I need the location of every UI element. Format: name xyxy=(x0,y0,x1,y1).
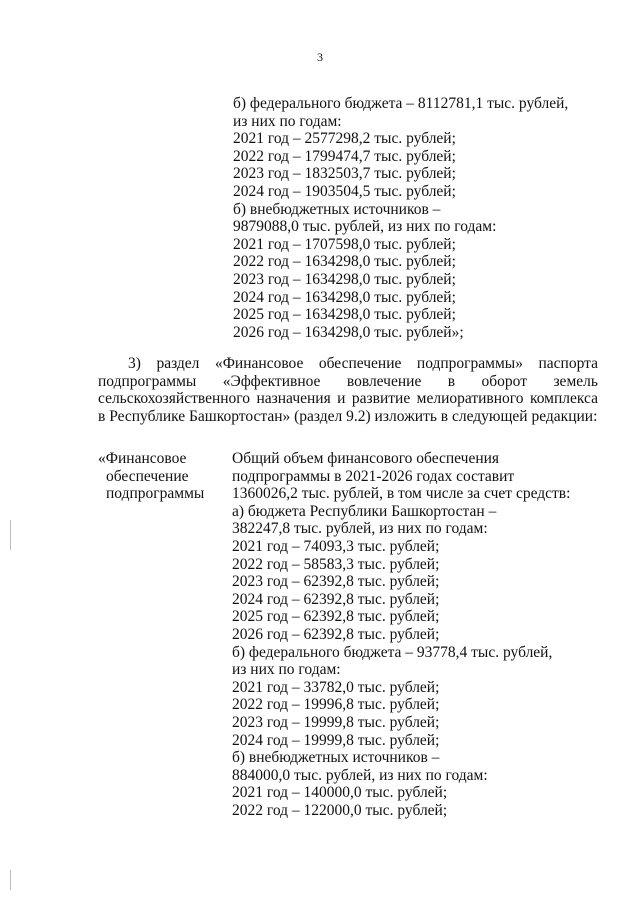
text-line: 2022 год – 19996,8 тыс. рублей; xyxy=(232,696,440,714)
text-line: 2022 год – 58583,3 тыс. рублей; xyxy=(232,555,440,573)
paragraph-word: раздел xyxy=(156,355,200,372)
text-line: б) федерального бюджета – 93778,4 тыс. рублей, xyxy=(232,643,553,661)
text-line: 9879088,0 тыс. рублей, из них по годам: xyxy=(233,218,497,236)
paragraph-word: в Республике Башкортостан» (раздел 9.2) изложить в следующей редакции: xyxy=(98,407,598,425)
paragraph-line xyxy=(98,373,598,391)
paragraph-word: подпрограммы» xyxy=(416,355,523,372)
text-line: 2021 год – 74093,3 тыс. рублей; xyxy=(232,537,440,555)
paragraph-word: в xyxy=(447,372,456,390)
label-line: подпрограммы xyxy=(106,485,205,503)
text-line: 2023 год – 1832503,7 тыс. рублей; xyxy=(233,165,456,183)
paragraph-word: назначения xyxy=(256,390,331,408)
paragraph-word: земель xyxy=(553,372,598,390)
text-line: 2022 год – 1799474,7 тыс. рублей; xyxy=(233,147,456,165)
paragraph-word: вовлечение xyxy=(346,372,422,390)
paragraph-line xyxy=(98,408,598,426)
paragraph-line xyxy=(98,390,598,408)
text-line: 2024 год – 1903504,5 тыс. рублей; xyxy=(233,182,456,200)
text-line: 1360026,2 тыс. рублей, в том числе за счет средств: xyxy=(232,485,571,503)
paragraph-word: «Финансовое xyxy=(214,355,304,372)
text-line: а) бюджета Республики Башкортостан – xyxy=(232,502,497,520)
text-line: Общий объем финансового обеспечения xyxy=(232,450,500,467)
text-line: б) внебюджетных источников – xyxy=(232,749,440,767)
paragraph-word: мелиоративного xyxy=(416,390,524,408)
text-line: 2021 год – 2577298,2 тыс. рублей; xyxy=(233,130,456,148)
funding-section-content xyxy=(232,450,570,819)
text-line: 2026 год – 1634298,0 тыс. рублей»; xyxy=(233,323,464,341)
text-line: 2023 год – 19999,8 тыс. рублей; xyxy=(232,713,440,731)
text-line: 382247,8 тыс. рублей, из них по годам: xyxy=(232,520,488,538)
text-line: из них по годам: xyxy=(232,661,341,679)
text-line: подпрограммы в 2021-2026 годах составит xyxy=(232,467,515,485)
text-line: 2025 год – 62392,8 тыс. рублей; xyxy=(232,608,440,626)
page-number: 3 xyxy=(317,50,323,64)
paragraph-word: развитие xyxy=(351,390,411,408)
federal-and-extrabudget-funding-list xyxy=(233,95,568,341)
text-line: из них по годам: xyxy=(233,112,342,130)
text-line: 2023 год – 1634298,0 тыс. рублей; xyxy=(233,270,456,288)
text-line: 2021 год – 140000,0 тыс. рублей; xyxy=(232,784,448,802)
paragraph-word: паспорта xyxy=(538,355,598,372)
paragraph-word: 3) xyxy=(128,355,141,372)
text-line: 884000,0 тыс. рублей, из них по годам: xyxy=(232,766,488,784)
text-line: 2026 год – 62392,8 тыс. рублей; xyxy=(232,625,440,643)
text-line: 2024 год – 62392,8 тыс. рублей; xyxy=(232,590,440,608)
paragraph-word: «Эффективное xyxy=(222,372,321,390)
text-line: 2024 год – 19999,8 тыс. рублей; xyxy=(232,731,440,749)
amendment-paragraph xyxy=(98,355,598,425)
funding-section-label xyxy=(98,450,204,503)
paragraph-line xyxy=(98,355,598,373)
text-line: 2024 год – 1634298,0 тыс. рублей; xyxy=(233,288,456,306)
label-line: «Финансовое xyxy=(98,450,187,467)
paragraph-word: обеспечение xyxy=(318,355,402,372)
text-line: 2022 год – 122000,0 тыс. рублей; xyxy=(232,801,448,819)
paragraph-word: сельскохозяйственного xyxy=(98,390,251,408)
paragraph-word: оборот xyxy=(481,372,527,390)
text-line: б) федерального бюджета – 8112781,1 тыс. рублей, xyxy=(233,95,569,112)
label-line: обеспечение xyxy=(106,467,189,485)
text-line: 2023 год – 62392,8 тыс. рублей; xyxy=(232,573,440,591)
text-line: 2021 год – 33782,0 тыс. рублей; xyxy=(232,678,440,696)
paragraph-word: подпрограммы xyxy=(98,372,197,390)
text-line: б) внебюджетных источников – xyxy=(233,200,441,218)
paragraph-word: комплекса xyxy=(529,390,598,408)
text-line: 2022 год – 1634298,0 тыс. рублей; xyxy=(233,253,456,271)
paragraph-word: и xyxy=(337,390,346,408)
text-line: 2025 год – 1634298,0 тыс. рублей; xyxy=(233,306,456,324)
margin-mark xyxy=(10,520,11,550)
text-line: 2021 год – 1707598,0 тыс. рублей; xyxy=(233,235,456,253)
margin-mark xyxy=(10,870,11,890)
